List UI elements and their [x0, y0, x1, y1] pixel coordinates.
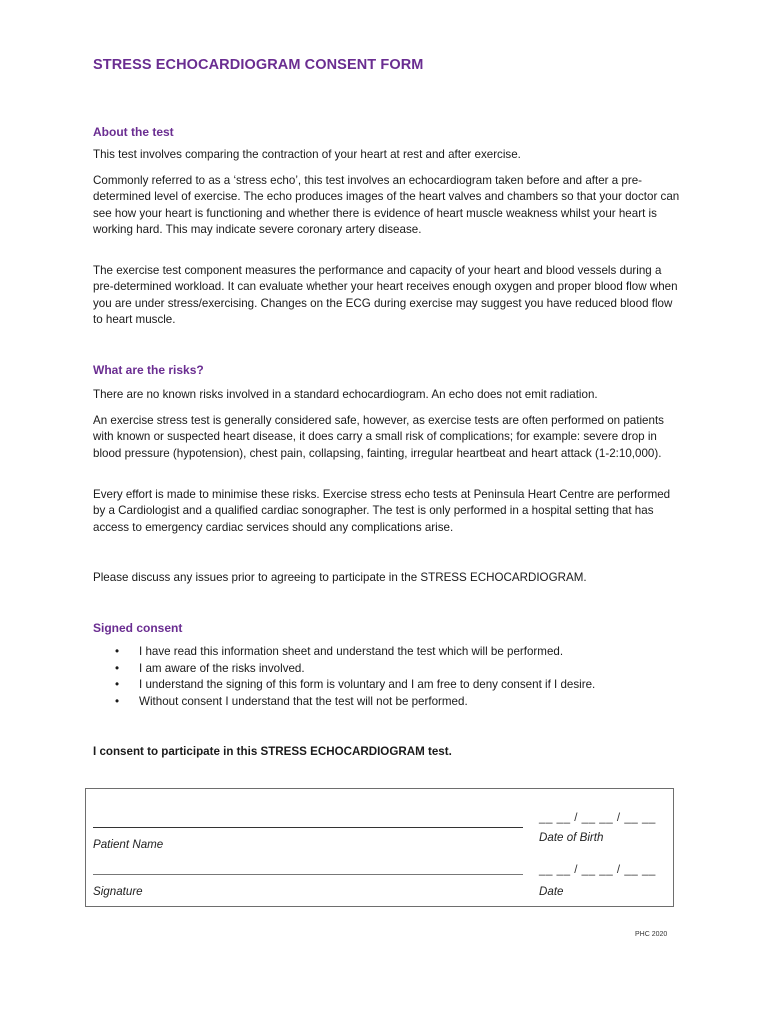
signature-field[interactable] [93, 874, 523, 875]
date-of-birth-field[interactable]: __ __ / __ __ / __ __ [539, 811, 656, 824]
date-of-birth-label: Date of Birth [539, 831, 604, 844]
bullet-icon: • [115, 661, 120, 675]
consent-statement: I consent to participate in this STRESS ECHOCARDIOGRAM test. [93, 745, 452, 758]
signature-label: Signature [93, 885, 143, 898]
consent-bullet-text: I understand the signing of this form is voluntary and I am free to deny consent if I desire. [139, 678, 596, 691]
about-paragraph-1: This test involves comparing the contraction of your heart at rest and after exercise. [93, 148, 521, 161]
discuss-issues-paragraph: Please discuss any issues prior to agreeing to participate in the STRESS ECHOCARDIOGRAM. [93, 571, 587, 584]
consent-bullet-item [93, 694, 693, 711]
risks-paragraph-3: Every effort is made to minimise these risks. Exercise stress echo tests at Peninsula Heart Centre are performed by a Cardiologist and a qualified cardiac sonographer. The test is only performed in a hospital setting that has access to emergency cardiac services should any complications arise. [93, 488, 671, 534]
consent-bullet-text: Without consent I understand that the test will not be performed. [139, 694, 468, 708]
bullet-icon: • [115, 694, 120, 708]
consent-bullet-text: I am aware of the risks involved. [139, 661, 305, 675]
date-label: Date [539, 885, 564, 898]
about-paragraph-3: The exercise test component measures the performance and capacity of your heart and blood vessels during a pre-determined workload. It can evaluate whether your heart receives enough oxygen and proper blood flow when you are under stress/exercising. Changes on the ECG during exercise may suggest you have reduced blood flow to heart muscle. [93, 264, 678, 326]
bullet-icon: • [115, 645, 120, 658]
patient-name-field[interactable] [93, 827, 523, 828]
signature-box [85, 788, 674, 907]
risks-paragraph-1: There are no known risks involved in a standard echocardiogram. An echo does not emit radiation. [93, 388, 598, 401]
date-field[interactable]: __ __ / __ __ / __ __ [539, 863, 656, 876]
consent-bullet-text: I have read this information sheet and understand the test which will be performed. [139, 645, 564, 658]
risks-paragraph-2: An exercise stress test is generally considered safe, however, as exercise tests are often performed on patients with known or suspected heart disease, it does carry a small risk of complications; for example: severe drop in blood pressure (hypotension), chest pain, collapsing, fainting, irregular heartbeat and heart attack (1-2:10,000). [93, 414, 664, 460]
document-title: STRESS ECHOCARDIOGRAM CONSENT FORM [93, 57, 424, 73]
heading-risks: What are the risks? [93, 363, 204, 377]
consent-bullet-item [93, 677, 693, 694]
bullet-icon: • [115, 678, 120, 691]
consent-bullet-item [93, 644, 693, 661]
heading-signed-consent: Signed consent [93, 621, 183, 635]
consent-bullet-item [93, 661, 693, 678]
heading-about-the-test: About the test [93, 125, 174, 139]
consent-bullet-list [93, 644, 693, 710]
about-paragraph-2: Commonly referred to as a ‘stress echo’, this test involves an echocardiogram taken before and after a pre-determined level of exercise. The echo produces images of the heart valves and chambers so that your doctor can see how your heart is functioning and whether there is evidence of heart muscle weakness whilst your heart is working hard. This may indicate severe coronary artery disease. [93, 174, 680, 236]
footer-code: PHC 2020 [635, 931, 668, 938]
patient-name-label: Patient Name [93, 838, 164, 851]
